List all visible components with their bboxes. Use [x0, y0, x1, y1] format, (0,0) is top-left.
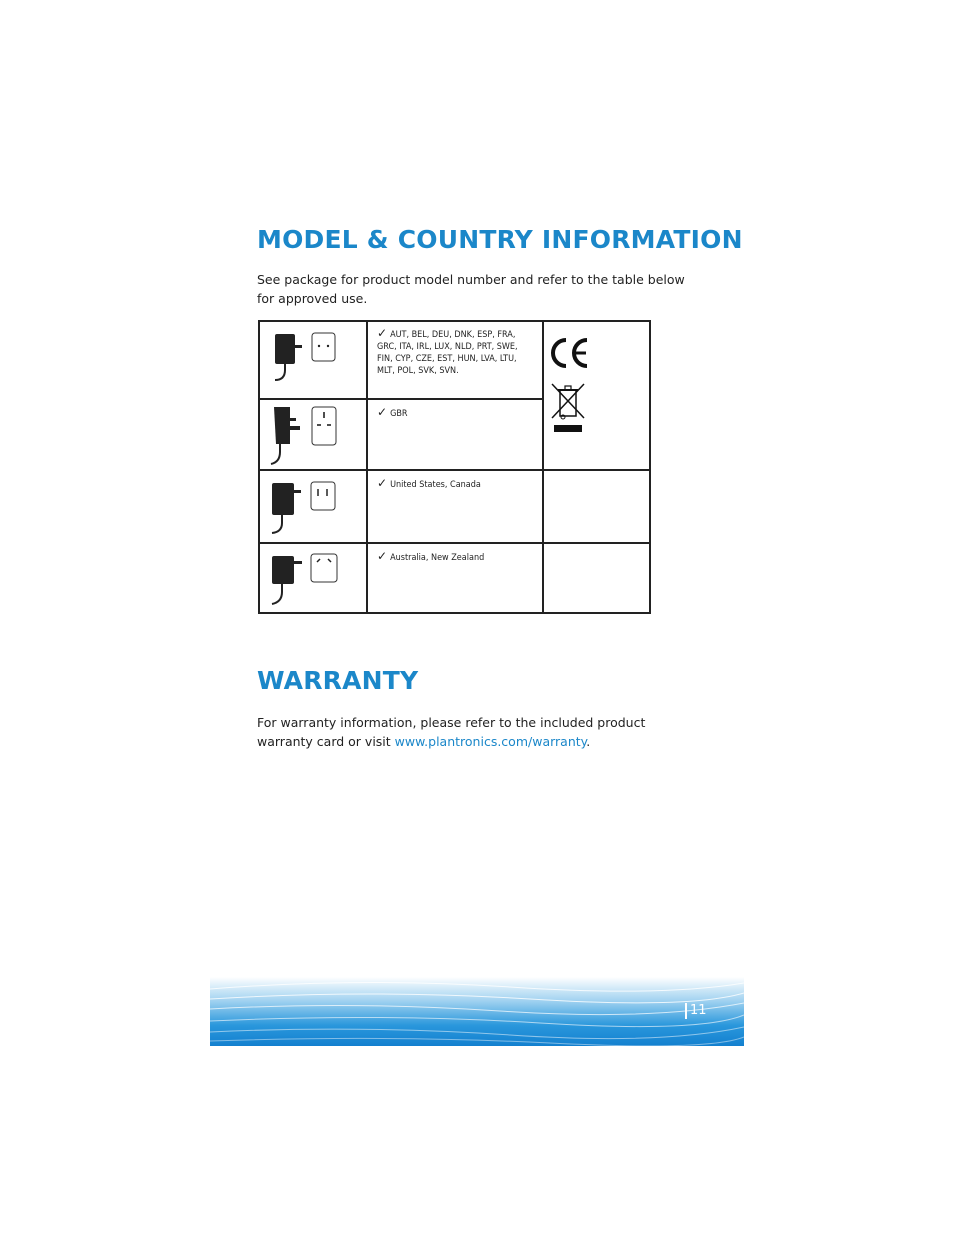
warranty-link[interactable]: www.plantronics.com/warranty: [394, 734, 587, 749]
weee-bin-icon: [550, 382, 586, 438]
country-line: AUT, BEL, DEU, DNK, ESP, FRA,: [390, 330, 516, 340]
table-divider: [542, 322, 544, 612]
warranty-line-1: For warranty information, please refer to the included product: [257, 715, 646, 730]
warranty-line-2-suffix: .: [586, 734, 591, 749]
warranty-text: [257, 713, 697, 751]
euro-plug-adapter-icon: [272, 330, 340, 384]
country-line: FIN, CYP, CZE, EST, HUN, LVA, LTU,: [377, 354, 517, 364]
table-divider: [260, 469, 649, 471]
table-divider: [260, 398, 543, 400]
model-country-heading: MODEL & COUNTRY INFORMATION: [257, 225, 743, 254]
page-number: 11: [685, 1003, 707, 1019]
countries-au-nz: [377, 550, 537, 564]
model-intro-line-2: for approved use.: [257, 291, 368, 306]
countries-gbr: [377, 406, 537, 420]
au-plug-adapter-icon: [268, 550, 340, 608]
table-divider: [260, 542, 649, 544]
warranty-line-2: [257, 732, 697, 751]
checkbox-check-icon: ✓: [377, 476, 388, 490]
model-intro-text: [257, 270, 697, 308]
uk-plug-adapter-icon: [268, 404, 338, 466]
checkbox-check-icon: ✓: [377, 549, 388, 563]
footer-wave-banner: [210, 977, 744, 1046]
country-line: GBR: [390, 409, 408, 419]
country-table: [258, 320, 651, 614]
country-line: MLT, POL, SVK, SVN.: [377, 366, 459, 376]
model-intro-line-1: See package for product model number and refer to the table below: [257, 272, 685, 287]
countries-eu: [377, 327, 542, 377]
checkbox-check-icon: ✓: [377, 405, 388, 419]
country-line: GRC, ITA, IRL, LUX, NLD, PRT, SWE,: [377, 342, 518, 352]
country-line: Australia, New Zealand: [390, 553, 485, 563]
warranty-heading: WARRANTY: [257, 666, 419, 695]
countries-us-ca: [377, 477, 537, 491]
country-line: United States, Canada: [390, 480, 481, 490]
us-plug-adapter-icon: [268, 478, 338, 536]
ce-mark-icon: [549, 336, 591, 370]
warranty-line-2-prefix: warranty card or visit: [257, 734, 395, 749]
table-divider: [366, 322, 368, 612]
checkbox-check-icon: ✓: [377, 326, 388, 340]
